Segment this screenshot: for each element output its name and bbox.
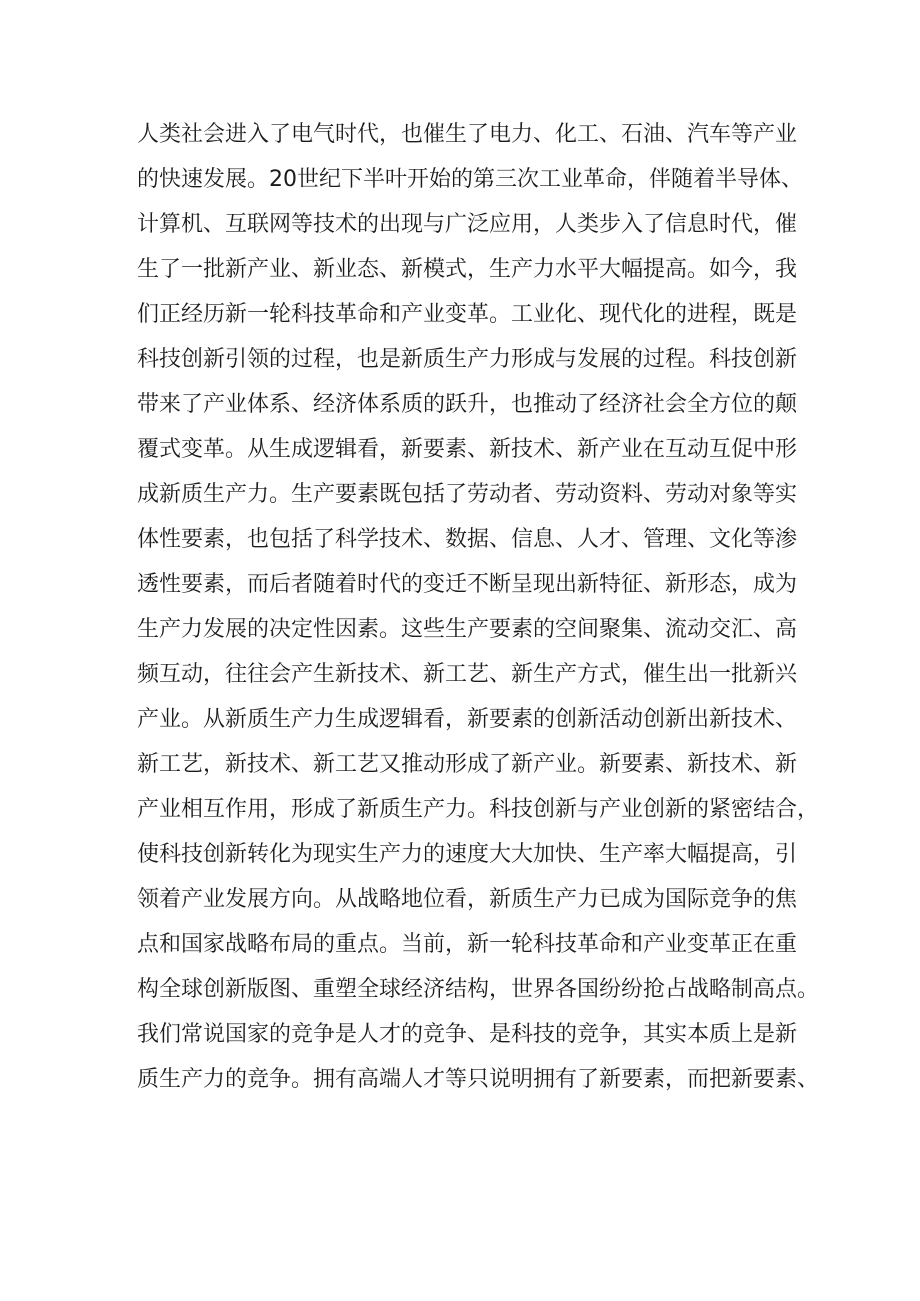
text-line-15: 新工艺，新技术、新工艺又推动形成了新产业。新要素、新技术、新 — [137, 752, 798, 777]
text-line-13: 频互动，往往会产生新技术、新工艺、新生产方式，催生出一批新兴 — [137, 662, 798, 687]
body-paragraph — [137, 112, 820, 1102]
text-line-9: 成新质生产力。生产要素既包括了劳动者、劳动资料、劳动对象等实 — [137, 482, 798, 507]
text-line-20: 构全球创新版图、重塑全球经济结构，世界各国纷纷抢占战略制高点。 — [137, 977, 820, 1002]
text-line-16: 产业相互作用，形成了新质生产力。科技创新与产业创新的紧密结合， — [137, 797, 820, 822]
text-line-21: 我们常说国家的竞争是人才的竞争、是科技的竞争，其实本质上是新 — [137, 1022, 798, 1047]
text-line-22: 质生产力的竞争。拥有高端人才等只说明拥有了新要素，而把新要素、 — [137, 1067, 820, 1092]
text-line-5: 们正经历新一轮科技革命和产业变革。工业化、现代化的进程，既是 — [137, 302, 798, 327]
text-line-4: 生了一批新产业、新业态、新模式，生产力水平大幅提高。如今，我 — [137, 257, 798, 282]
text-line-11: 透性要素，而后者随着时代的变迁不断呈现出新特征、新形态，成为 — [137, 572, 798, 597]
text-line-17: 使科技创新转化为现实生产力的速度大大加快、生产率大幅提高，引 — [137, 842, 798, 867]
text-line-1: 人类社会进入了电气时代，也催生了电力、化工、石油、汽车等产业 — [137, 122, 798, 147]
text-line-8: 覆式变革。从生成逻辑看，新要素、新技术、新产业在互动互促中形 — [137, 437, 798, 462]
text-line-12: 生产力发展的决定性因素。这些生产要素的空间聚集、流动交汇、高 — [137, 617, 798, 642]
text-line-10: 体性要素，也包括了科学技术、数据、信息、人才、管理、文化等渗 — [137, 527, 798, 552]
text-line-19: 点和国家战略布局的重点。当前，新一轮科技革命和产业变革正在重 — [137, 932, 798, 957]
text-line-3: 计算机、互联网等技术的出现与广泛应用，人类步入了信息时代，催 — [137, 212, 798, 237]
text-line-14: 产业。从新质生产力生成逻辑看，新要素的创新活动创新出新技术、 — [137, 707, 798, 732]
text-line-2: 的快速发展。20世纪下半叶开始的第三次工业革命，伴随着半导体、 — [137, 167, 803, 192]
text-line-18: 领着产业发展方向。从战略地位看，新质生产力已成为国际竞争的焦 — [137, 887, 798, 912]
text-line-7: 带来了产业体系、经济体系质的跃升，也推动了经济社会全方位的颠 — [137, 392, 798, 417]
text-line-6: 科技创新引领的过程，也是新质生产力形成与发展的过程。科技创新 — [137, 347, 798, 372]
